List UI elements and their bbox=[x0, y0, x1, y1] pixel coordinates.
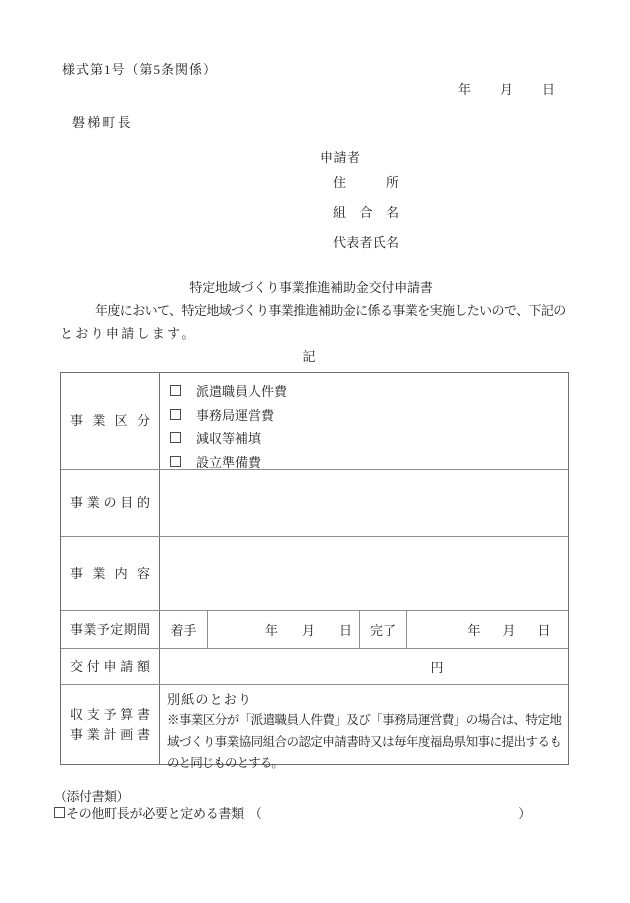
document-title: 特定地域づくり事業推進補助金交付申請書 bbox=[189, 280, 433, 295]
category-option-revenue-compensation bbox=[170, 426, 568, 450]
date-month-label: 月 bbox=[500, 82, 514, 97]
row-label-cell bbox=[61, 470, 160, 536]
body-paragraph-line-2: とおり申請します。 bbox=[60, 326, 197, 341]
business-category-options bbox=[160, 373, 568, 469]
period-end-label: 完了 bbox=[360, 611, 407, 648]
checkbox-icon[interactable] bbox=[170, 409, 181, 420]
date-month-label: 月 bbox=[301, 623, 315, 638]
date-month-label: 月 bbox=[502, 623, 516, 638]
paren-close: ） bbox=[518, 806, 531, 821]
date-day-label: 日 bbox=[542, 82, 556, 97]
option-label: 減収等補填 bbox=[196, 431, 262, 447]
row-label-cell bbox=[61, 611, 160, 648]
option-label: 事務局運営費 bbox=[196, 407, 275, 423]
body-paragraph-line-1: 年度において、特定地域づくり事業推進補助金に係る事業を実施したいので、下記の bbox=[95, 303, 566, 318]
checkbox-icon[interactable] bbox=[170, 385, 181, 396]
table-row-planned-period bbox=[61, 611, 568, 649]
row-label-cell bbox=[61, 537, 160, 610]
table-row-business-content bbox=[61, 537, 568, 611]
row-label-cell bbox=[61, 373, 160, 469]
period-end-date-field bbox=[407, 611, 568, 648]
form-number: 様式第1号（第5条関係） bbox=[62, 62, 218, 77]
attachments-heading: （添付書類） bbox=[54, 789, 130, 804]
row-label-business-plan: 事業計画書 bbox=[70, 726, 150, 742]
attachment-item bbox=[54, 803, 531, 822]
currency-unit-label: 円 bbox=[430, 660, 444, 675]
application-form-table bbox=[60, 372, 569, 770]
addressee: 磐梯町長 bbox=[72, 115, 133, 130]
note-body: ※事業区分が「派遣職員人件費」及び「事務局運営費」の場合は、特定地域づくり事業協同組合の認定申請書時又は毎年度福島県知事に提出するものと同じものとする。 bbox=[167, 713, 561, 770]
date-day-label: 日 bbox=[339, 623, 353, 638]
requested-amount-field bbox=[160, 649, 568, 684]
budget-plan-note-cell bbox=[160, 685, 568, 770]
date-year-label: 年 bbox=[458, 82, 472, 97]
row-label: 事業の目的 bbox=[70, 495, 150, 510]
applicant-field-union-name: 組合名 bbox=[333, 205, 399, 220]
date-year-label: 年 bbox=[264, 623, 278, 638]
paren-open: （ bbox=[248, 806, 262, 821]
row-label: 事業予定期間 bbox=[70, 621, 150, 637]
row-label: 事業区分 bbox=[70, 413, 150, 428]
category-option-dispatch-staff bbox=[170, 379, 568, 403]
date-field bbox=[458, 79, 555, 98]
table-row-requested-amount bbox=[61, 649, 568, 685]
row-label-cell bbox=[61, 685, 160, 764]
applicant-field-address: 住所 bbox=[333, 175, 399, 190]
row-label-budget: 収支予算書 bbox=[70, 706, 150, 722]
attachment-item-label: その他町長が必要と定める書類 bbox=[66, 806, 244, 821]
option-label: 設立準備費 bbox=[196, 454, 262, 470]
checkbox-icon[interactable] bbox=[54, 807, 65, 818]
applicant-field-representative: 代表者氏名 bbox=[333, 235, 399, 250]
section-mark: 記 bbox=[302, 349, 316, 364]
applicant-fields bbox=[333, 176, 399, 266]
checkbox-icon[interactable] bbox=[170, 456, 181, 467]
row-label: 交付申請額 bbox=[70, 658, 150, 674]
row-label-cell bbox=[61, 649, 160, 684]
period-start-date-field bbox=[208, 611, 360, 648]
applicant-heading: 申請者 bbox=[320, 150, 361, 165]
period-start-label: 着手 bbox=[160, 611, 208, 648]
checkbox-icon[interactable] bbox=[170, 432, 181, 443]
date-day-label: 日 bbox=[537, 623, 551, 638]
table-row-business-purpose bbox=[61, 470, 568, 537]
date-year-label: 年 bbox=[467, 623, 481, 638]
option-label: 派遣職員人件費 bbox=[196, 384, 288, 400]
planned-period-cells bbox=[160, 611, 568, 648]
business-content-value-cell bbox=[160, 537, 568, 610]
table-row-business-category bbox=[61, 373, 568, 470]
row-label: 事業内容 bbox=[70, 565, 150, 581]
table-row-budget-plan bbox=[61, 685, 568, 770]
category-option-secretariat bbox=[170, 403, 568, 427]
business-purpose-value-cell bbox=[160, 470, 568, 536]
note-title: 別紙のとおり bbox=[167, 692, 253, 707]
